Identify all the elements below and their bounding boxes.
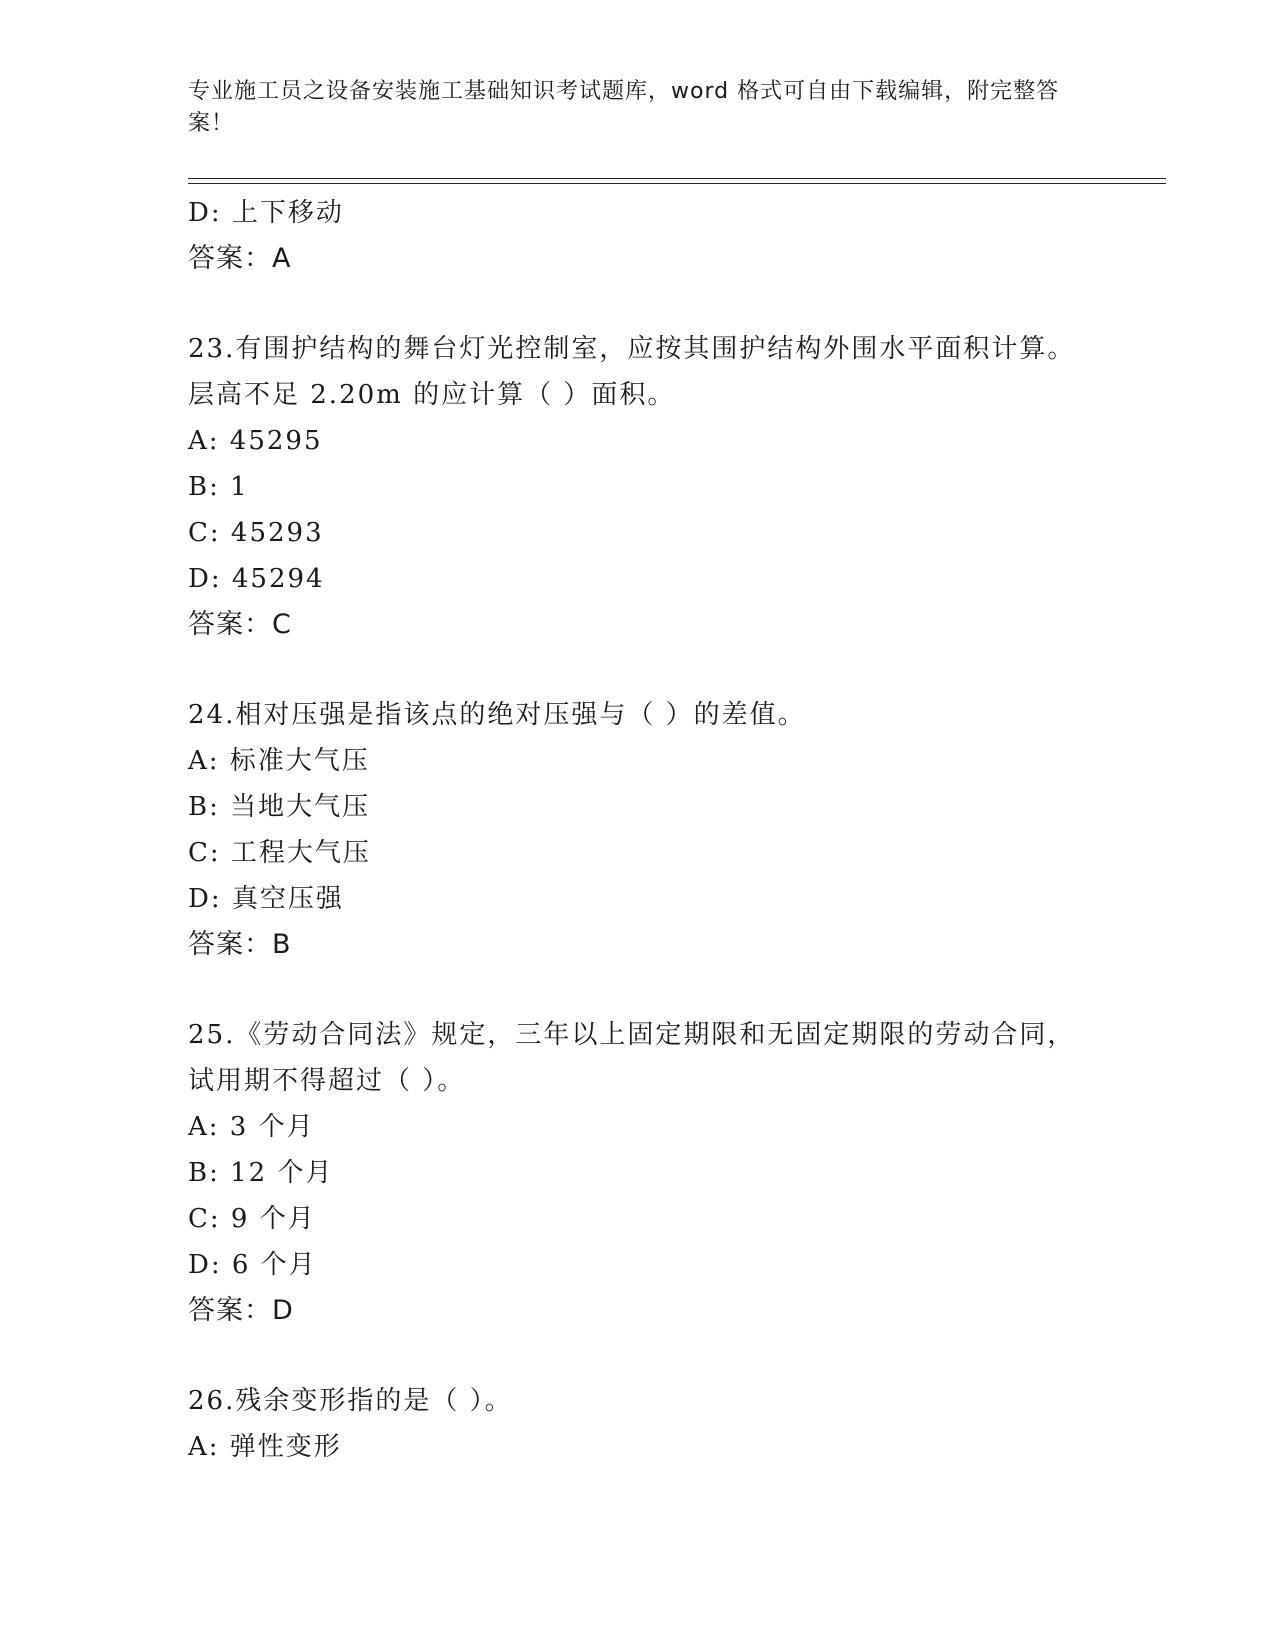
option-d: D: 上下移动 <box>188 198 344 228</box>
option-a: A: 弹性变形 <box>188 1432 342 1462</box>
answer-line: 答案：C <box>188 609 292 640</box>
option-b: B: 当地大气压 <box>188 792 371 822</box>
question-25: 25.《劳动合同法》规定，三年以上固定期限和无固定期限的劳动合同，试用期不得超过（ ）。 <box>188 1020 1076 1096</box>
answer-line: 答案：B <box>188 929 292 960</box>
option-d: D: 45294 <box>188 564 325 594</box>
option-b: B: 12 个月 <box>188 1158 334 1188</box>
document-header: 专业施工员之设备安装施工基础知识考试题库，word 格式可自由下载编辑，附完整答案！ <box>188 79 1060 136</box>
option-d: D: 真空压强 <box>188 884 344 914</box>
answer-line: 答案：D <box>188 1295 294 1326</box>
option-a: A: 3 个月 <box>188 1112 315 1142</box>
header-rule-bottom <box>188 183 1166 184</box>
question-list <box>188 190 1088 1470</box>
option-a: A: 45295 <box>188 426 323 456</box>
header-rule-top <box>188 178 1166 179</box>
option-c: C: 45293 <box>188 518 324 548</box>
option-a: A: 标准大气压 <box>188 746 370 776</box>
question-23: 23.有围护结构的舞台灯光控制室，应按其围护结构外围水平面积计算。层高不足 2.20m 的应计算（ ）面积。 <box>188 334 1076 410</box>
question-26: 26.残余变形指的是（ ）。 <box>188 1386 513 1416</box>
answer-line: 答案：A <box>188 243 292 274</box>
option-d: D: 6 个月 <box>188 1250 317 1280</box>
question-24: 24.相对压强是指该点的绝对压强与（ ）的差值。 <box>188 700 806 730</box>
option-b: B: 1 <box>188 472 249 502</box>
option-c: C: 9 个月 <box>188 1204 316 1234</box>
option-c: C: 工程大气压 <box>188 838 371 868</box>
